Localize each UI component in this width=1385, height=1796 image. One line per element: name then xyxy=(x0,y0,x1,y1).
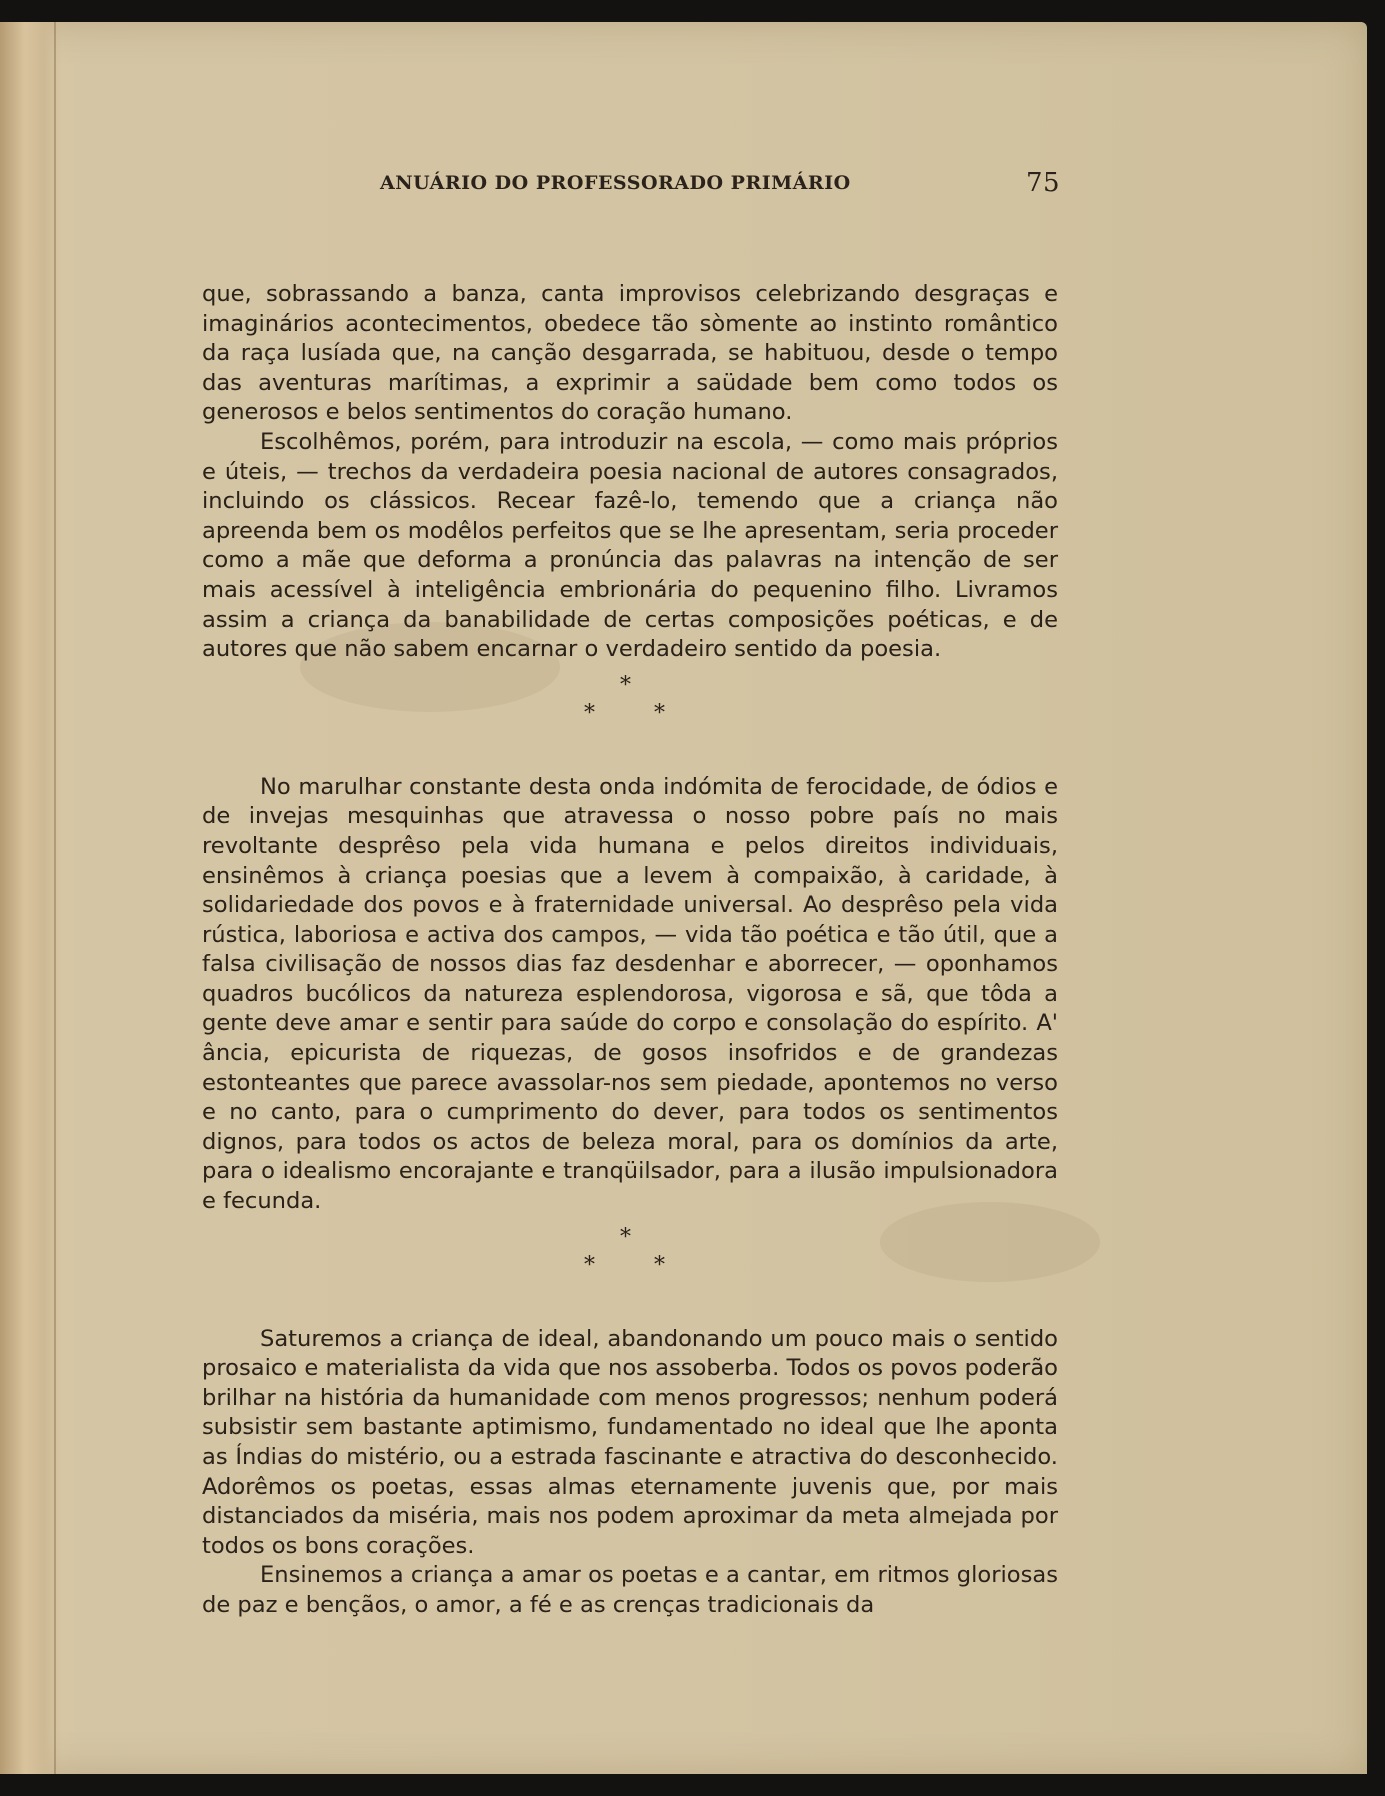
body-text xyxy=(202,280,1058,1621)
asterisk: * xyxy=(654,700,665,726)
fold-line xyxy=(54,22,56,1774)
binding-edge xyxy=(0,22,62,1774)
running-title: ANUÁRIO DO PROFESSORADO PRIMÁRIO xyxy=(380,172,851,194)
paragraph: Ensinemos a criança a amar os poetas e a cantar, em ritmos gloriosas de paz e bençãos, o amor, a fé e as crenças tradicionais da xyxy=(202,1562,1058,1618)
asterisk: * xyxy=(584,700,595,726)
section-asterism xyxy=(202,671,1058,735)
paragraph: No marulhar constante desta onda indómita de ferocidade, de ódios e de invejas mesquinhas que atravessa o nosso pobre país no mais revoltante desprêso pela vida humana e pelos direitos individuais, ensinêmos à criança poesias que a levem à compaixão, à caridade, à solidariedade dos povos e à fraternidade universal. Ao desprêso pela vida rústica, laboriosa e activa dos campos, — vida tão poética e tão útil, que a falsa civilisação de nossos dias faz desdenhar e aborrecer, — oponhamos quadros bucólicos da natureza esplendorosa, vigorosa e sã, que tôda a gente deve amar e sentir para saúde do corpo e consolação do espírito. A' ância, epicurista de riquezas, de gosos insofridos e de grandezas estonteantes que parece avassolar-nos sem piedade, apontemos no verso e no canto, para o cumprimento do dever, para todos os sentimentos dignos, para todos os actos de beleza moral, para os domínios da arte, para o idealismo encorajante e tranqüilsador, para a ilusão impulsionadora e fecunda. xyxy=(202,773,1058,1215)
paragraph-continuation: que, sobrassando a banza, canta improvisos celebrizando desgraças e imaginários acontecimentos, obedece tão sòmente ao instinto romântico da raça lusíada que, na canção desgarrada, se habituou, desde o tempo das aventuras marítimas, a exprimir a saüdade bem como todos os generosos e belos sentimentos do coração humano. xyxy=(202,281,1058,426)
page-number: 75 xyxy=(1026,168,1061,198)
paragraph: Saturemos a criança de ideal, abandonando um pouco mais o sentido prosaico e materialista da vida que nos assoberba. Todos os povos poderão brilhar na história da humanidade com menos progressos; nenhum poderá subsistir sem bastante aptimismo, fundamentado no ideal que lhe aponta as Índias do mistério, ou a estrada fascinante e atractiva do desconhecido. Adorêmos os poetas, essas almas eternamente juvenis que, por mais distanciados da miséria, mais nos podem aproximar da meta almejada por todos os bons corações. xyxy=(202,1325,1058,1559)
asterisk: * xyxy=(584,1252,595,1278)
section-asterism xyxy=(202,1223,1058,1287)
asterisk: * xyxy=(620,1224,631,1250)
asterisk: * xyxy=(654,1252,665,1278)
asterisk: * xyxy=(620,672,631,698)
book-page xyxy=(0,22,1367,1774)
paragraph: Escolhêmos, porém, para introduzir na escola, — como mais próprios e úteis, — trechos da verdadeira poesia nacional de autores consagrados, incluindo os clássicos. Recear fazê-lo, temendo que a criança não apreenda bem os modêlos perfeitos que se lhe apresentam, seria proceder como a mãe que deforma a pronúncia das palavras na intenção de ser mais acessível à inteligência embrionária do pequenino filho. Livramos assim a criança da banabilidade de certas composições poéticas, e de autores que não sabem encarnar o verdadeiro sentido da poesia. xyxy=(202,428,1058,663)
